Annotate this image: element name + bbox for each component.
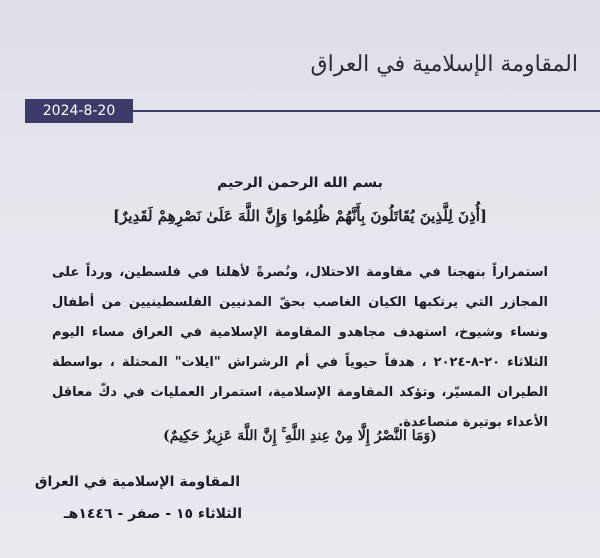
signature-organization: المقاومة الإسلامية في العراق — [34, 474, 240, 490]
closing-verse: (وَمَا النَّصْرُ إِلَّا مِنْ عِندِ اللَّهِ ۚ إِنَّ اللَّهَ عَزِيزٌ حَكِيمٌ) — [163, 428, 437, 444]
date-badge: 2024-8-20 — [25, 99, 133, 123]
signature-date: الثلاثاء ١٥ - صفر - ١٤٤٦هـ — [63, 506, 242, 522]
opening-verse: [أُذِنَ لِلَّذِينَ يُقَاتَلُونَ بِأَنَّهُمْ ظُلِمُوا وَإِنَّ اللَّهَ عَلَىٰ نَصْرِهِمْ لَقَدِيرٌ] — [112, 207, 488, 225]
basmala: بسم الله الرحمن الرحيم — [217, 175, 383, 191]
header-divider — [133, 110, 600, 112]
organization-logo: المقاومة الإسلامية في العراق — [310, 52, 578, 77]
statement-body: استمراراً بنهجنا في مقاومة الاحتلال، ونُصرةً لأهلنا في فلسطين، ورداً على المجازر التي يرتكبها الكيان الغاصب بحقّ المدنيين الفلسطينيين من أطفال ونساء وشيوخ، استهدف مجاهدو المقاومة الإسلامية في العراق مساء اليوم الثلاثاء ٢٠-٨-٢٠٢٤ ، هدفاً حيوياً في أم الرشراش "ايلات" المحتلة ، بواسطة الطيران المسيّر، وتؤكد المقاومة الإسلامية، استمرار العمليات في دكّ معاقل الأعداء بوتيرة متصاعدة. — [52, 265, 548, 430]
